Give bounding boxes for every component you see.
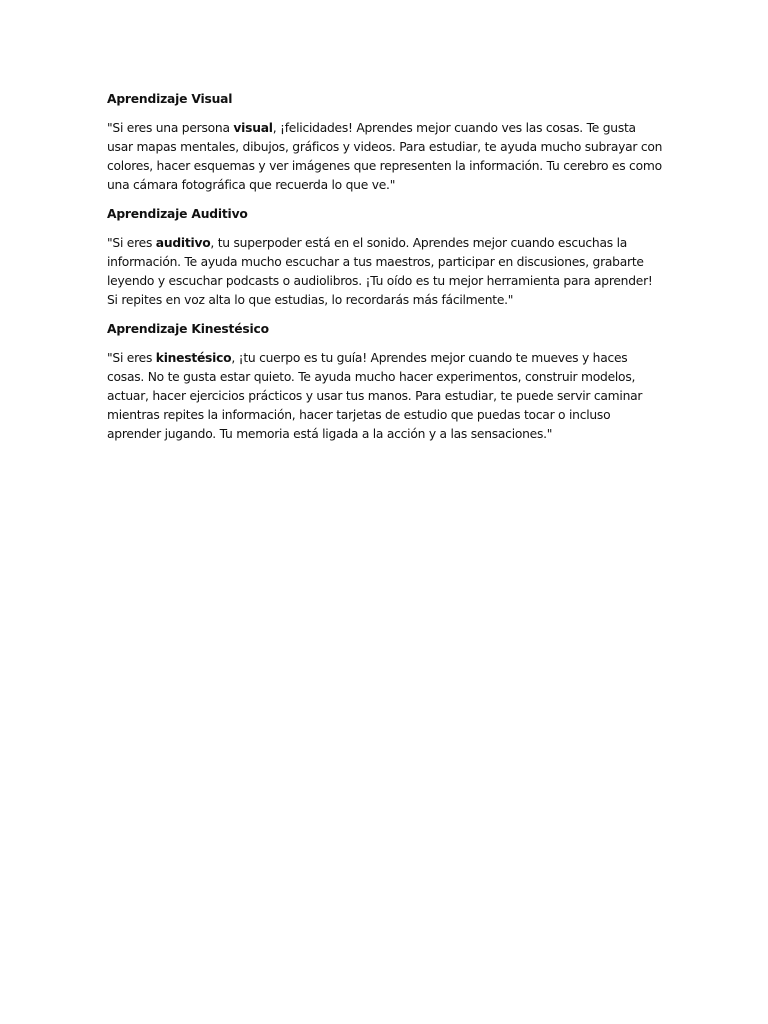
paragraph-kinestesico (107, 349, 663, 444)
heading-kinestesico: Aprendizaje Kinestésico (107, 322, 269, 336)
heading-visual: Aprendizaje Visual (107, 92, 233, 106)
paragraph-visual-start: "Si eres una persona (107, 121, 234, 135)
section-visual (107, 90, 663, 195)
paragraph-auditivo-rest: , tu superpoder está en el sonido. Aprendes mejor cuando escuchas la información. Te ayuda mucho escuchar a tus maestros, participar en discusiones, grabarte leyendo y escuchar podcasts o audiolibros. ¡Tu oído es tu mejor herramienta para aprender! Si repites en voz alta lo que estudias, lo recordarás más fácilmente." (107, 236, 653, 307)
paragraph-auditivo-start: "Si eres (107, 236, 156, 250)
paragraph-auditivo (107, 234, 663, 310)
keyword-auditivo: auditivo (155, 236, 211, 250)
paragraph-visual (107, 119, 663, 195)
paragraph-kinestesico-start: "Si eres (107, 351, 156, 365)
section-auditivo (107, 205, 663, 310)
document-page (107, 90, 663, 454)
section-kinestesico (107, 320, 663, 444)
paragraph-visual-rest: , ¡felicidades! Aprendes mejor cuando ves las cosas. Te gusta usar mapas mentales, dibujos, gráficos y videos. Para estudiar, te ayuda mucho subrayar con colores, hacer esquemas y ver imágenes que representen la información. Tu cerebro es como una cámara fotográfica que recuerda lo que ve." (107, 121, 663, 192)
paragraph-kinestesico-rest: , ¡tu cuerpo es tu guía! Aprendes mejor cuando te mueves y haces cosas. No te gusta estar quieto. Te ayuda mucho hacer experimentos, construir modelos, actuar, hacer ejercicios prácticos y usar tus manos. Para estudiar, te puede servir caminar mientras repites la información, hacer tarjetas de estudio que puedas tocar o incluso aprender jugando. Tu memoria está ligada a la acción y a las sensaciones." (107, 351, 643, 441)
heading-auditivo: Aprendizaje Auditivo (107, 207, 248, 221)
keyword-kinestesico: kinestésico (155, 351, 232, 365)
keyword-visual: visual (233, 121, 273, 135)
